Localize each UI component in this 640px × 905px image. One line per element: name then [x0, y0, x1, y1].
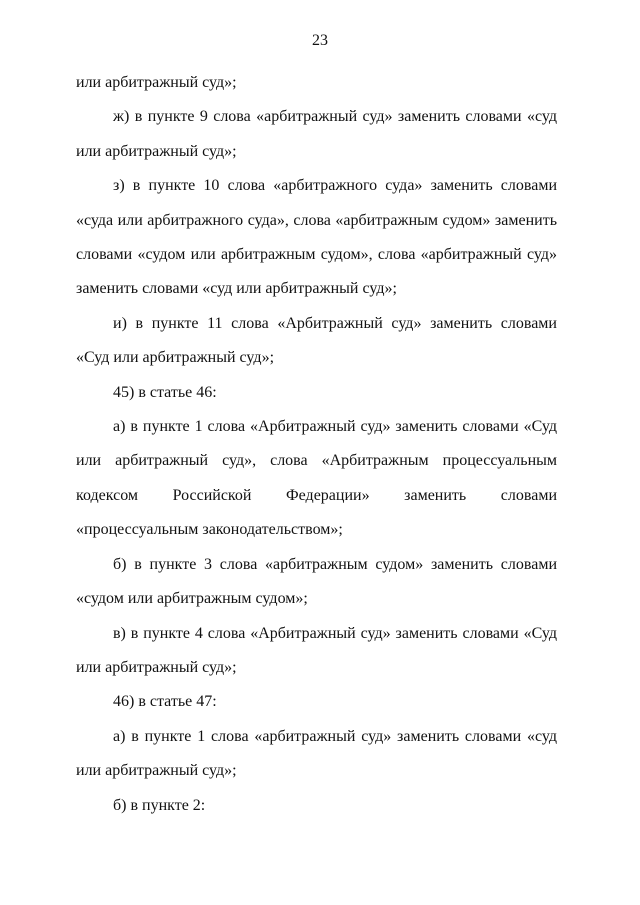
paragraph-item-46b: б) в пункте 2:: [113, 796, 206, 814]
paragraph-item-46a: а) в пункте 1 слова «арбитражный суд» заменить словами «суд или арбитражный суд»;: [76, 727, 557, 780]
paragraph-item-z: з) в пункте 10 слова «арбитражного суда» заменить словами «суда или арбитражного суда», слова «арбитражным судом» заменить словами «судом или арбитражным судом», слова «арбитражный суд» заменить словами «суд или арбитражный суд»;: [76, 177, 557, 298]
document-body: [76, 66, 557, 823]
page-number: 23: [312, 32, 328, 49]
paragraph-item-i: и) в пункте 11 слова «Арбитражный суд» заменить словами «Суд или арбитражный суд»;: [76, 314, 557, 367]
paragraph-item-45a: а) в пункте 1 слова «Арбитражный суд» заменить словами «Суд или арбитражный суд», слова «Арбитражным процессуальным кодексом Российской Федерации» заменить словами «процессуальным законодательством»;: [76, 418, 557, 539]
paragraph-item-45b: б) в пункте 3 слова «арбитражным судом» заменить словами «судом или арбитражным судом»;: [76, 555, 557, 608]
paragraph-continuation: или арбитражный суд»;: [76, 74, 237, 91]
paragraph-item-46: 46) в статье 47:: [113, 693, 217, 711]
paragraph-item-45: 45) в статье 46:: [113, 383, 217, 401]
paragraph-item-45v: в) в пункте 4 слова «Арбитражный суд» заменить словами «Суд или арбитражный суд»;: [76, 624, 557, 676]
paragraph-item-zh: ж) в пункте 9 слова «арбитражный суд» заменить словами «суд или арбитражный суд»;: [76, 108, 557, 160]
